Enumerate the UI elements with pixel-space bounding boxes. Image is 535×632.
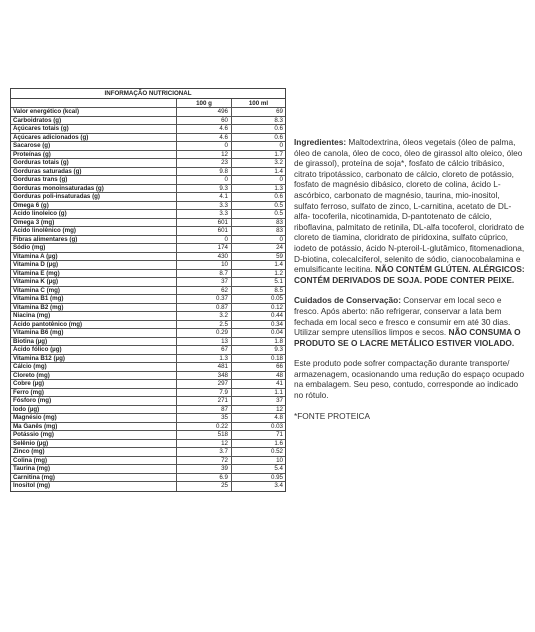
care-text: Conservar em local seco e fresco. Após aberto: não refrigerar, conservar a lata bem fechada em local seco e fresco e consumir em até 30 dias. Utilizar sempre utensílios limpos e secos. <box>294 295 511 338</box>
value-100g: 496 <box>177 108 232 116</box>
value-100ml: 1.8 <box>274 337 283 345</box>
value-100ml: 0.52 <box>270 448 283 455</box>
nutrient-name: Sódio (mg) <box>11 244 177 252</box>
table-row <box>11 159 285 168</box>
table-row <box>11 338 285 347</box>
table-row <box>11 125 285 134</box>
ingredients-text: Maltodextrina, óleos vegetais (óleo de palma, óleo de canola, óleo de coco, óleo de girassol alto oleico, óleo de girassol), proteína de soja*, fosfato de cálcio tribásico, citrato tripotássico, carbonato de cálcio, cloreto de potássio, fosfato de magnésio dibásico, cloreto de colina, ácido L-ascórbico, carbonato de magnésio, taurina, mio-inositol, sulfato ferroso, sulfato de zinco, L-carnitina, acetato de DL-alfa- tocoferila, nicotinamida, D-pantotenato de cálcio, riboflavina, palmitato de retinila, DL-alfa tocoferol, cloridrato de cloreto de tiamina, cloridrato de piridoxina, sulfato cúprico, iodeto de potássio, ácido N-pteroil-L-glutâmico, fitomenadiona, D-biotina, colecalciferol, selenito de sódio, cianocobalamina e emulsificante lecitina. <box>294 137 525 275</box>
table-row <box>11 482 285 491</box>
header-100ml: 100 ml <box>248 100 269 107</box>
value-100ml: 59 <box>276 252 283 260</box>
value-100ml: 0.6 <box>274 125 283 132</box>
nutrient-name: Taurina (mg) <box>11 465 177 473</box>
value-100g: 9.3 <box>177 185 232 193</box>
value-100ml: 0 <box>279 142 283 149</box>
nutrient-name: Ácido pantotênico (mg) <box>11 321 177 329</box>
value-100ml: 3.2 <box>274 159 283 166</box>
value-100g: 72 <box>177 457 232 465</box>
value-100ml: 0.03 <box>270 422 283 430</box>
nutrient-name: Açúcares totais (g) <box>11 125 177 133</box>
nutrient-name: Ácido linolênico (mg) <box>11 227 177 235</box>
nutrient-name: Potássio (mg) <box>11 431 177 439</box>
nutrient-name: Vitamina A (µg) <box>11 253 177 261</box>
table-row <box>11 346 285 355</box>
nutrient-name: Cloreto (mg) <box>11 372 177 380</box>
value-100ml: 0.5 <box>274 210 283 217</box>
value-100g: 601 <box>177 219 232 227</box>
table-row <box>11 465 285 474</box>
value-100ml: 4.8 <box>274 414 283 421</box>
nutrient-name: Gorduras saturadas (g) <box>11 168 177 176</box>
nutrient-name: Proteínas (g) <box>11 151 177 159</box>
value-100ml: 10 <box>276 456 283 464</box>
table-row <box>11 304 285 313</box>
value-100ml: 1.4 <box>274 167 283 175</box>
value-100ml: 1.1 <box>274 388 283 396</box>
nutrient-name: Ômega 3 (mg) <box>11 219 177 227</box>
protein-footnote: *FONTE PROTEICA <box>294 410 371 421</box>
value-100g: 23 <box>177 159 232 167</box>
value-100g: 3.7 <box>177 448 232 456</box>
value-100g: 35 <box>177 414 232 422</box>
nutrient-name: Açúcares adicionados (g) <box>11 134 177 142</box>
ingredients-label: Ingredientes: <box>294 137 347 147</box>
value-100g: 1.3 <box>177 355 232 363</box>
nutrient-name: Sacarose (g) <box>11 142 177 150</box>
value-100g: 6.9 <box>177 474 232 482</box>
table-row <box>11 261 285 270</box>
nutrient-name: Valor energético (kcal) <box>11 108 177 116</box>
nutrition-table-header <box>11 99 285 108</box>
value-100ml: 37 <box>276 397 283 404</box>
table-row <box>11 423 285 432</box>
value-100ml: 1.2 <box>274 269 283 277</box>
value-100g: 9.8 <box>177 168 232 176</box>
nutrient-name: Vitamina K (µg) <box>11 278 177 286</box>
nutrient-name: Ma Ganês (mg) <box>11 423 177 431</box>
label-text-column <box>294 137 526 431</box>
value-100ml: 0 <box>279 176 283 183</box>
value-100ml: 8.3 <box>274 116 283 124</box>
nutrient-name: Fósforo (mg) <box>11 397 177 405</box>
nutrient-name: Magnésio (mg) <box>11 414 177 422</box>
value-100ml: 71 <box>276 431 283 438</box>
table-row <box>11 117 285 126</box>
table-row <box>11 193 285 202</box>
value-100g: 0 <box>177 176 232 184</box>
value-100ml: 83 <box>276 227 283 234</box>
value-100ml: 3.4 <box>274 482 283 489</box>
nutrient-name: Vitamina B1 (mg) <box>11 295 177 303</box>
value-100ml: 83 <box>276 218 283 226</box>
value-100ml: 0.6 <box>274 133 283 141</box>
nutrient-name: Iodo (µg) <box>11 406 177 414</box>
allergen-warning: NÃO CONTÉM GLÚTEN. ALÉRGICOS: CONTÉM DERIVADOS DE SOJA. PODE CONTER PEIXE. <box>294 264 525 285</box>
seal-warning: NÃO CONSUMA O PRODUTO SE O LACRE METÁLICO ESTIVER VIOLADO. <box>294 327 521 348</box>
nutrient-name: Vitamina D (µg) <box>11 261 177 269</box>
value-100g: 62 <box>177 287 232 295</box>
table-row <box>11 431 285 440</box>
nutrient-name: Gorduras poli-insaturadas (g) <box>11 193 177 201</box>
value-100g: 4.6 <box>177 134 232 142</box>
table-row <box>11 176 285 185</box>
table-row <box>11 108 285 117</box>
nutrient-name: Zinco (mg) <box>11 448 177 456</box>
value-100g: 2.5 <box>177 321 232 329</box>
value-100ml: 1.3 <box>274 184 283 192</box>
compaction-note: Este produto pode sofrer compactação durante transporte/ armazenagem, ocasionando uma redução do espaço ocupado na embalagem. Seu peso, contudo, corresponde ao indicado no rótulo. <box>294 358 525 401</box>
table-row <box>11 227 285 236</box>
nutrient-name: Gorduras totais (g) <box>11 159 177 167</box>
table-row <box>11 134 285 143</box>
value-100g: 430 <box>177 253 232 261</box>
table-row <box>11 329 285 338</box>
table-row <box>11 363 285 372</box>
nutrient-name: Vitamina C (mg) <box>11 287 177 295</box>
nutrient-name: Ômega 6 (g) <box>11 202 177 210</box>
value-100ml: 66 <box>276 363 283 370</box>
value-100g: 481 <box>177 363 232 371</box>
value-100ml: 12 <box>276 405 283 413</box>
nutrient-name: Ferro (mg) <box>11 389 177 397</box>
nutrient-name: Fibras alimentares (g) <box>11 236 177 244</box>
table-row <box>11 287 285 296</box>
table-row <box>11 236 285 245</box>
nutrient-name: Vitamina B6 (mg) <box>11 329 177 337</box>
value-100g: 348 <box>177 372 232 380</box>
value-100g: 4.6 <box>177 125 232 133</box>
table-row <box>11 168 285 177</box>
table-row <box>11 474 285 483</box>
table-row <box>11 355 285 364</box>
value-100g: 4.1 <box>177 193 232 201</box>
value-100g: 3.3 <box>177 210 232 218</box>
table-row <box>11 151 285 160</box>
table-row <box>11 185 285 194</box>
table-row <box>11 312 285 321</box>
value-100g: 0 <box>177 236 232 244</box>
value-100g: 601 <box>177 227 232 235</box>
care-paragraph <box>294 295 526 348</box>
nutrient-name: Cálcio (mg) <box>11 363 177 371</box>
table-row <box>11 406 285 415</box>
table-row <box>11 448 285 457</box>
nutrient-name: Carboidratos (g) <box>11 117 177 125</box>
value-100ml: 8.5 <box>274 286 283 294</box>
value-100g: 12 <box>177 151 232 159</box>
value-100g: 7.9 <box>177 389 232 397</box>
value-100ml: 0 <box>279 235 283 243</box>
value-100ml: 0.5 <box>274 201 283 209</box>
value-100g: 13 <box>177 338 232 346</box>
value-100ml: 5.4 <box>274 465 283 472</box>
header-label-cell <box>11 99 177 107</box>
nutrient-name: Ácido linoleico (g) <box>11 210 177 218</box>
value-100ml: 5.1 <box>274 278 283 285</box>
ingredients-paragraph <box>294 137 526 285</box>
table-row <box>11 380 285 389</box>
nutrient-name: Gorduras monoinsaturadas (g) <box>11 185 177 193</box>
value-100g: 3.3 <box>177 202 232 210</box>
value-100g: 10 <box>177 261 232 269</box>
table-row <box>11 219 285 228</box>
nutrient-name: Gorduras trans (g) <box>11 176 177 184</box>
value-100g: 0.87 <box>177 304 232 312</box>
table-row <box>11 321 285 330</box>
value-100ml: 0.18 <box>270 354 283 362</box>
value-100g: 8.7 <box>177 270 232 278</box>
nutrient-name: Colina (mg) <box>11 457 177 465</box>
nutrient-name: Vitamina E (mg) <box>11 270 177 278</box>
value-100g: 0.37 <box>177 295 232 303</box>
value-100g: 0.22 <box>177 423 232 431</box>
value-100ml: 69 <box>276 108 283 115</box>
value-100g: 39 <box>177 465 232 473</box>
nutrition-table-body <box>11 108 285 491</box>
table-row <box>11 440 285 449</box>
value-100ml: 9.3 <box>274 346 283 353</box>
value-100ml: 1.7 <box>274 150 283 158</box>
value-100g: 0 <box>177 142 232 150</box>
header-100g: 100 g <box>177 99 232 107</box>
value-100g: 297 <box>177 380 232 388</box>
value-100g: 67 <box>177 346 232 354</box>
value-100ml: 0.44 <box>270 312 283 319</box>
nutrient-name: Vitamina B2 (mg) <box>11 304 177 312</box>
nutrition-table <box>10 88 286 492</box>
table-row <box>11 270 285 279</box>
nutrient-name: Niacina (mg) <box>11 312 177 320</box>
table-row <box>11 372 285 381</box>
table-row <box>11 202 285 211</box>
value-100ml: 0.34 <box>270 320 283 328</box>
table-row <box>11 244 285 253</box>
value-100g: 174 <box>177 244 232 252</box>
value-100ml: 0.12 <box>270 303 283 311</box>
value-100ml: 0.04 <box>270 329 283 336</box>
value-100ml: 1.4 <box>274 261 283 268</box>
nutrient-name: Biotina (µg) <box>11 338 177 346</box>
table-row <box>11 253 285 262</box>
nutrient-name: Carnitina (mg) <box>11 474 177 482</box>
nutrition-table-title: INFORMAÇÃO NUTRICIONAL <box>11 89 285 99</box>
table-row <box>11 278 285 287</box>
value-100ml: 48 <box>276 371 283 379</box>
table-row <box>11 295 285 304</box>
value-100ml: 0.05 <box>270 295 283 302</box>
value-100g: 0.29 <box>177 329 232 337</box>
value-100g: 37 <box>177 278 232 286</box>
nutrient-name: Cobre (µg) <box>11 380 177 388</box>
value-100ml: 1.6 <box>274 439 283 447</box>
value-100g: 87 <box>177 406 232 414</box>
value-100ml: 24 <box>276 244 283 251</box>
care-label: Cuidados de Conservação: <box>294 295 401 306</box>
value-100g: 3.2 <box>177 312 232 320</box>
table-row <box>11 457 285 466</box>
table-row <box>11 142 285 151</box>
table-row <box>11 414 285 423</box>
value-100ml: 41 <box>276 380 283 387</box>
value-100g: 271 <box>177 397 232 405</box>
value-100g: 25 <box>177 482 232 491</box>
value-100g: 12 <box>177 440 232 448</box>
table-row <box>11 210 285 219</box>
value-100ml: 0.6 <box>274 193 283 200</box>
nutrient-name: Inositol (mg) <box>11 482 177 491</box>
value-100g: 518 <box>177 431 232 439</box>
nutrient-name: Selênio (µg) <box>11 440 177 448</box>
table-row <box>11 389 285 398</box>
value-100ml: 0.95 <box>270 473 283 481</box>
nutrient-name: Ácido fólico (µg) <box>11 346 177 354</box>
value-100g: 60 <box>177 117 232 125</box>
table-row <box>11 397 285 406</box>
nutrient-name: Vitamina B12 (µg) <box>11 355 177 363</box>
